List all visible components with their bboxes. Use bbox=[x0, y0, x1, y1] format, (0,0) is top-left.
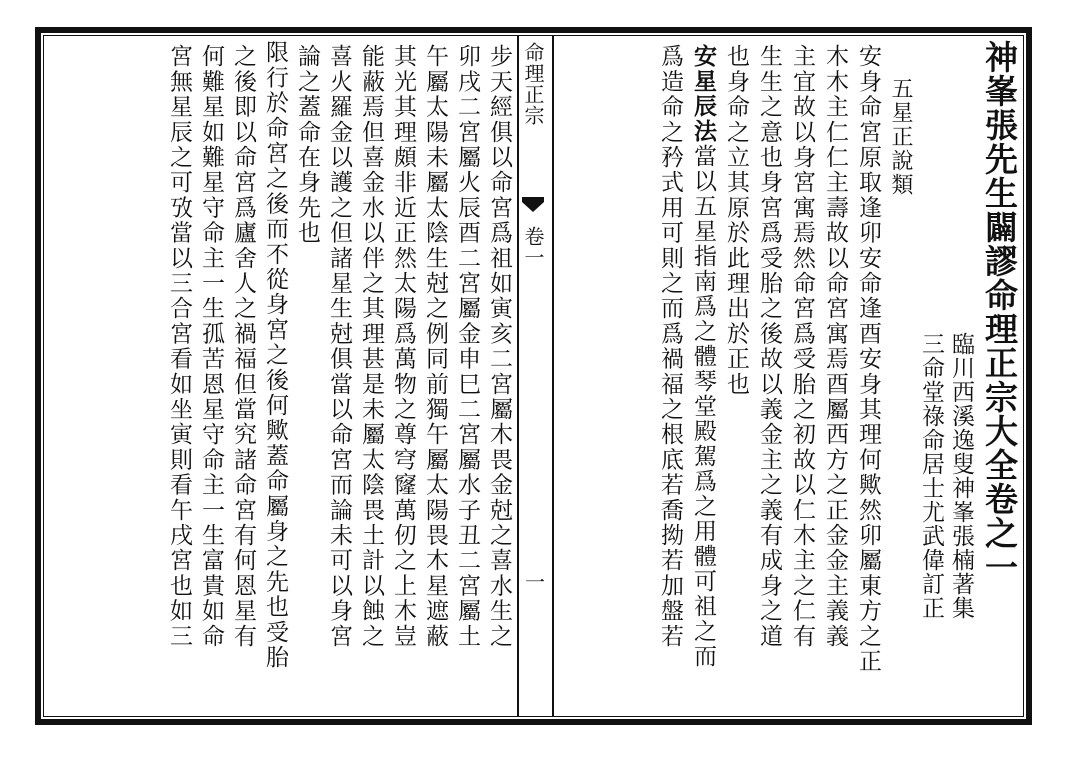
left-text-column-9: 之後即以命宮爲廬舍人之禍福但當究諸命宮有何恩星有 bbox=[230, 44, 256, 649]
page-number: 一 bbox=[525, 570, 545, 594]
left-text-column-3: 午屬太陽未屬太陰生尅之例同前獨午屬太陽畏木星遮蔽 bbox=[422, 44, 448, 649]
left-text-column-11: 宮無星辰之可攷當以三合宮看如坐寅則看午戌宮也如三 bbox=[166, 44, 192, 649]
book-title: 神峯張先生闢謬命理正宗大全卷之一 bbox=[980, 40, 1019, 584]
right-text-column-7: 爲造命之矜式用可則之而爲禍福之根底若喬拗若加盤若 bbox=[657, 44, 683, 649]
right-text-column-5: 也身命之立其原於此理出於正也 bbox=[723, 44, 749, 397]
left-text-column-1: 步天經俱以命宮爲祖如寅亥二宮屬木畏金尅之喜水生之 bbox=[486, 44, 512, 649]
left-text-column-6: 喜火羅金以護之但諸星生尅俱當以命宮而論未可以身宮 bbox=[326, 44, 352, 649]
right-text-column-3: 主宜故以身宮寓焉然命宮爲受胎之初故以仁木主之仁有 bbox=[789, 44, 815, 649]
author-line-1: 臨川西溪逸叟神峯張楠著集 bbox=[948, 332, 974, 620]
center-rule-left bbox=[517, 36, 519, 716]
center-short-title: 命理正宗 bbox=[521, 42, 545, 126]
author-line-2: 三命堂祿命居士尤武偉訂正 bbox=[918, 332, 944, 620]
right-text-column-1: 安身命宮原取逢卯安命逢酉安身其理何歟然卯屬東方之正 bbox=[855, 44, 881, 674]
right-text-column-2: 木木主仁仁主壽故以命宮寓焉酉屬西方之正金金主義義 bbox=[822, 44, 848, 649]
section-title: 五星正說類 bbox=[888, 77, 913, 197]
left-text-column-8: 限行於命宮之後而不從身宮之後何歟蓋命屬身之先也受胎 bbox=[262, 40, 288, 670]
left-text-column-4: 其光其理頗非近正然太陽爲萬物之尊穹窿萬仞之上木豈 bbox=[390, 44, 416, 649]
left-text-column-2: 卯戌二宮屬火辰酉二宮屬金申巳二宮屬水子丑二宮屬土 bbox=[454, 44, 480, 649]
fishtail-mark-icon bbox=[521, 194, 545, 218]
subsection-heading bbox=[691, 44, 715, 669]
right-text-column-4: 生生之意也身宮爲受胎之後故以義金主之義有成身之道 bbox=[756, 44, 782, 649]
left-text-column-7: 論之蓋命在身先也 bbox=[294, 44, 320, 246]
left-text-column-5: 能蔽焉但喜金水以伴之其理甚是未屬太陰畏土計以蝕之 bbox=[358, 44, 384, 649]
center-volume-label: 卷一 bbox=[521, 226, 545, 268]
left-text-column-10: 何難星如難星守命主一生孤苦恩星守命主一生富貴如命 bbox=[198, 44, 224, 649]
subsection-heading-text: 當以五星指南爲之體琴堂殿駕爲之用體可祖之而 bbox=[690, 144, 716, 669]
center-rule-right bbox=[552, 36, 554, 716]
subsection-heading-label: 安星辰法 bbox=[690, 44, 717, 144]
